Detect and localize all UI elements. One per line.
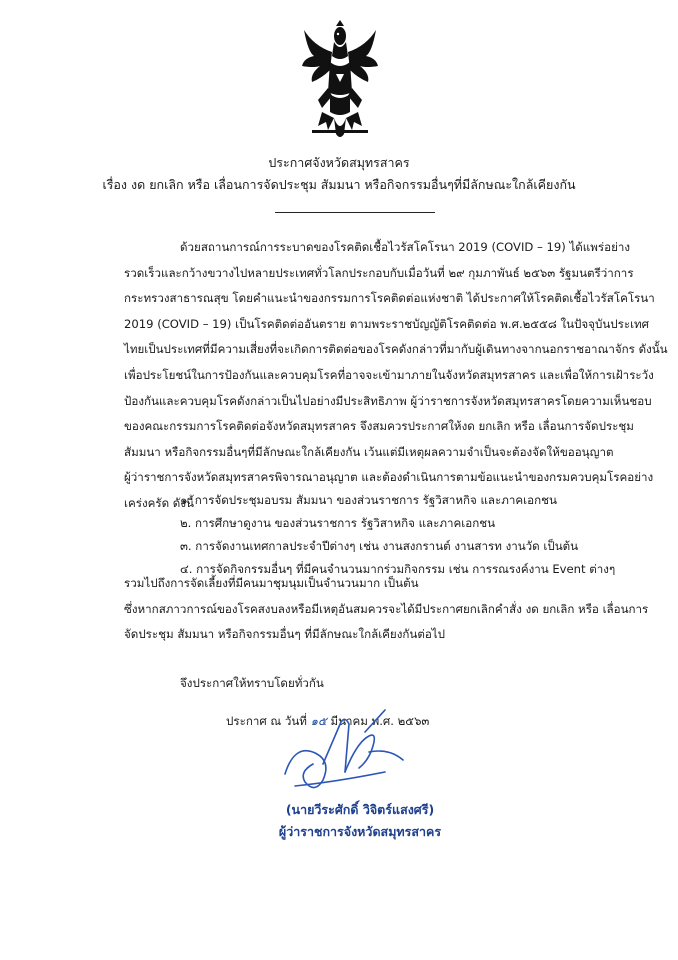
item-continuation: รวมไปถึงการจัดเลี้ยงที่มีคนมาชุมนุมเป็นจำนวนมาก เป็นต้น <box>124 576 419 590</box>
list-item: ๒. การศึกษาดูงาน ของส่วนราชการ รัฐวิสาหกิจ และภาคเอกชน <box>180 516 496 530</box>
body-line: เพื่อประโยชน์ในการป้องกันและควบคุมโรคที่อาจจะเข้ามาภายในจังหวัดสมุทรสาคร และเพื่อให้การเฝ้าระวัง <box>124 367 654 382</box>
body-line: สัมมนา หรือกิจกรรมอื่นๆที่มีลักษณะใกล้เคียงกัน เว้นแต่มีเหตุผลความจำเป็นจะต้องจัดให้ขออนุญาต <box>124 444 614 459</box>
body-line: ของคณะกรรมการโรคติดต่อจังหวัดสมุทรสาคร จึงสมควรประกาศให้งด ยกเลิก หรือ เลื่อนการจัดประชุม <box>124 419 634 434</box>
body-line: 2019 (COVID – 19) เป็นโรคติดต่ออันตราย ตามพระราชบัญญัติโรคติดต่อ พ.ศ.๒๕๕๘ ในปัจจุบันประเทศ <box>124 316 650 331</box>
title-divider <box>275 212 435 213</box>
body-line: ผู้ว่าราชการจังหวัดสมุทรสาครพิจารณาอนุญาต และต้องดำเนินการตามข้อแนะนำของกรมควบคุมโรคอย่าง <box>124 470 654 485</box>
body-line: รวดเร็วและกว้างขวางไปหลายประเทศทั่วโลกประกอบกับเมื่อวันที่ ๒๙ กุมภาพันธ์ ๒๕๖๓ รัฐมนตรีว่าการ <box>124 265 634 280</box>
body-line: เคร่งครัด ดังนี้ <box>124 495 194 510</box>
signer-name: (นายวีระศักดิ์ วิจิตร์แสงศรี) <box>285 802 435 817</box>
body-paragraph <box>124 235 668 517</box>
date-prefix: ประกาศ ณ วันที่ <box>226 714 307 728</box>
garuda-emblem-icon <box>300 22 380 140</box>
body-line: จัดประชุม สัมมนา หรือกิจกรรมอื่นๆ ที่มีลักษณะใกล้เคียงกันต่อไป <box>124 627 445 642</box>
handwritten-signature <box>265 702 415 797</box>
announcement-title: ประกาศจังหวัดสมุทรสาคร <box>268 155 410 170</box>
body-line: กระทรวงสาธารณสุข โดยคำแนะนำของกรรมการโรคติดต่อแห่งชาติ ได้ประกาศให้โรคติดเชื้อไวรัสโคโรนา <box>124 291 655 306</box>
date-suffix: มีนาคม พ.ศ. ๒๕๖๓ <box>330 714 430 728</box>
signer-position: ผู้ว่าราชการจังหวัดสมุทรสาคร <box>278 824 442 839</box>
closing-statement: จึงประกาศให้ทราบโดยทั่วกัน <box>180 676 324 690</box>
list-item: ๔. การจัดกิจกรรมอื่นๆ ที่มีคนจำนวนมากร่วมกิจกรรม เช่น การรณรงค์งาน Event ต่างๆ <box>180 562 616 576</box>
body-line: ซึ่งหากสภาวการณ์ของโรคสงบลงหรือมีเหตุอันสมควรจะได้มีประกาศยกเลิกคำสั่ง งด ยกเลิก หรือ เลื่อนการ <box>124 601 649 616</box>
body-line: ไทยเป็นประเทศที่มีความเสี่ยงที่จะเกิดการติดต่อของโรคดังกล่าวที่มากับผู้เดินทางจากนอกราชอาณาจักร ดังนั้น <box>124 342 668 357</box>
body-line: ด้วยสถานการณ์การระบาดของโรคติดเชื้อไวรัสโคโรนา 2019 (COVID – 19) ได้แพร่อย่าง <box>180 240 631 254</box>
list-item: ๑. การจัดประชุมอบรม สัมมนา ของส่วนราชการ รัฐวิสาหกิจ และภาคเอกชน <box>180 493 557 507</box>
final-paragraph <box>124 571 649 648</box>
announcement-subject: เรื่อง งด ยกเลิก หรือ เลื่อนการจัดประชุม สัมมนา หรือกิจกรรมอื่นๆที่มีลักษณะใกล้เคียงกัน <box>102 177 576 192</box>
list-item: ๓. การจัดงานเทศกาลประจำปีต่างๆ เช่น งานสงกรานต์ งานสารท งานวัด เป็นต้น <box>180 539 579 553</box>
body-line: ป้องกันและควบคุมโรคดังกล่าวเป็นไปอย่างมีประสิทธิภาพ ผู้ว่าราชการจังหวัดสมุทรสาครโดยความเห็นชอบ <box>124 393 652 408</box>
date-day: ๑๕ <box>310 714 327 728</box>
